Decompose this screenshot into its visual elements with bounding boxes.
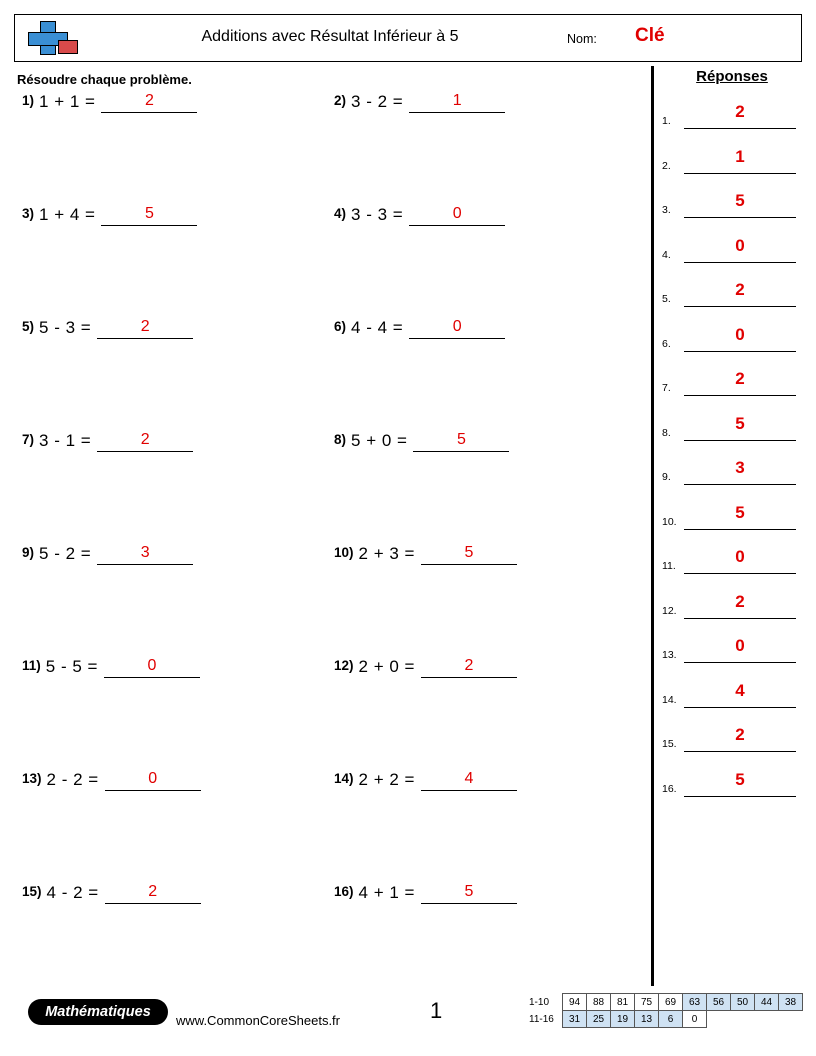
score-cell-empty — [707, 1011, 731, 1028]
problem-number: 10) — [334, 545, 354, 560]
problem-answer[interactable]: 2 — [421, 657, 517, 678]
answer-value[interactable]: 5 — [684, 409, 796, 441]
problem-row — [14, 657, 644, 770]
problem-expression: 5 - 5 = — [45, 657, 98, 676]
answer-row — [662, 720, 802, 765]
problem-row — [14, 431, 644, 544]
answer-index: 3. — [662, 204, 671, 216]
answer-index: 15. — [662, 738, 677, 750]
score-row-1 — [528, 994, 803, 1011]
score-cell: 88 — [587, 994, 611, 1011]
site-url: www.CommonCoreSheets.fr — [176, 1013, 340, 1028]
instruction-text: Résoudre chaque problème. — [17, 72, 192, 87]
problem-answer[interactable]: 2 — [97, 431, 193, 452]
page-title: Additions avec Résultat Inférieur à 5 — [201, 28, 459, 45]
score-table — [528, 993, 803, 1028]
red-square — [58, 40, 78, 54]
plus-blocks-icon — [26, 21, 80, 55]
problem-expression: 5 + 0 = — [351, 431, 408, 450]
problem-expression: 2 - 2 = — [46, 770, 99, 789]
answer-index: 5. — [662, 293, 671, 305]
problem-row — [14, 318, 644, 431]
problem-expression: 4 - 2 = — [46, 883, 99, 902]
answer-index: 12. — [662, 604, 677, 617]
answer-row — [662, 186, 802, 231]
problem-row — [14, 544, 644, 657]
problem-answer[interactable]: 5 — [413, 431, 509, 452]
problems-grid — [14, 92, 644, 996]
score-cell: 31 — [563, 1011, 587, 1028]
problem-expression: 4 + 1 = — [358, 883, 415, 902]
answer-index: 14. — [662, 693, 677, 706]
score-cell: 94 — [563, 994, 587, 1011]
problem-answer[interactable]: 0 — [409, 205, 505, 226]
problem-number: 6) — [334, 319, 347, 334]
answer-index: 11. — [662, 560, 676, 572]
problem-number: 16) — [334, 884, 354, 899]
answer-value[interactable]: 5 — [684, 765, 796, 797]
answer-row — [662, 142, 802, 187]
answer-index: 6. — [662, 337, 671, 350]
problem-16 — [334, 883, 517, 913]
answer-row — [662, 498, 802, 543]
vertical-divider — [651, 66, 654, 986]
answer-index: 10. — [662, 515, 677, 528]
problem-expression: 1 + 1 = — [39, 92, 96, 111]
score-cell: 13 — [635, 1011, 659, 1028]
problem-7 — [22, 431, 193, 461]
problem-answer[interactable]: 5 — [101, 205, 197, 226]
answer-row — [662, 97, 802, 142]
answer-value[interactable]: 2 — [684, 97, 796, 129]
problem-12 — [334, 657, 517, 687]
problem-answer[interactable]: 2 — [97, 318, 193, 339]
problem-4 — [334, 205, 505, 235]
problem-number: 2) — [334, 93, 347, 108]
page-number: 1 — [430, 998, 443, 1023]
answer-index: 8. — [662, 426, 671, 439]
problem-number: 9) — [22, 545, 35, 560]
score-cell: 19 — [611, 1011, 635, 1028]
problem-expression: 3 - 2 = — [351, 92, 404, 111]
score-cell: 0 — [683, 1011, 707, 1028]
answer-index: 1. — [662, 115, 671, 127]
name-value: Clé — [635, 25, 665, 46]
problem-11 — [22, 657, 200, 687]
score-cell-empty — [779, 1011, 803, 1028]
answer-value[interactable]: 3 — [684, 453, 796, 485]
answer-row — [662, 631, 802, 676]
score-row-2-label: 11-16 — [529, 1013, 554, 1025]
score-cell: 50 — [731, 994, 755, 1011]
score-cell: 25 — [587, 1011, 611, 1028]
answer-value[interactable]: 0 — [684, 320, 796, 352]
answer-row — [662, 676, 802, 721]
problem-9 — [22, 544, 193, 574]
problem-14 — [334, 770, 517, 800]
problem-answer[interactable]: 0 — [409, 318, 505, 339]
answer-index: 4. — [662, 248, 671, 261]
answer-row — [662, 542, 802, 587]
score-cell: 38 — [779, 994, 803, 1011]
problem-15 — [22, 883, 201, 913]
answer-value[interactable]: 0 — [684, 231, 796, 263]
score-cell: 44 — [755, 994, 779, 1011]
brand-badge: Mathématiques — [28, 999, 168, 1025]
score-cell: 56 — [707, 994, 731, 1011]
problem-row — [14, 205, 644, 318]
problem-number: 8) — [334, 432, 347, 447]
problem-number: 12) — [334, 658, 354, 673]
score-cell: 75 — [635, 994, 659, 1011]
answer-value[interactable]: 5 — [684, 498, 796, 530]
problem-3 — [22, 205, 197, 235]
answer-row — [662, 364, 802, 409]
answer-value[interactable]: 0 — [684, 542, 796, 574]
problem-expression: 3 - 3 = — [351, 205, 404, 224]
answer-key-panel — [662, 68, 802, 809]
problem-answer[interactable]: 3 — [97, 544, 193, 565]
problem-answer[interactable]: 2 — [105, 883, 201, 904]
problem-8 — [334, 431, 509, 461]
problem-number: 5) — [22, 319, 35, 334]
problem-answer[interactable]: 5 — [421, 883, 517, 904]
problem-expression: 4 - 4 = — [351, 318, 404, 337]
problem-number: 4) — [334, 206, 347, 221]
score-cell: 69 — [659, 994, 683, 1011]
problem-row — [14, 770, 644, 883]
problem-10 — [334, 544, 517, 574]
score-row-2 — [528, 1011, 803, 1028]
answer-row — [662, 320, 802, 365]
problem-number: 1) — [22, 93, 35, 108]
score-cell: 81 — [611, 994, 635, 1011]
score-cell-empty — [755, 1011, 779, 1028]
answer-row — [662, 275, 802, 320]
answer-index: 16. — [662, 782, 677, 795]
score-cell: 6 — [659, 1011, 683, 1028]
answer-value[interactable]: 4 — [684, 676, 796, 708]
answer-row — [662, 453, 802, 498]
problem-expression: 5 - 3 = — [39, 318, 92, 337]
problem-answer[interactable]: 1 — [409, 92, 505, 113]
problem-answer[interactable]: 2 — [101, 92, 197, 113]
score-cell-empty — [731, 1011, 755, 1028]
problem-expression: 2 + 3 = — [358, 544, 415, 563]
problem-number: 7) — [22, 432, 35, 447]
answer-index: 13. — [662, 649, 677, 661]
problem-row — [14, 92, 644, 205]
name-label: Nom: — [567, 32, 597, 46]
problem-expression: 2 + 2 = — [358, 770, 415, 789]
problem-6 — [334, 318, 505, 348]
problem-row — [14, 883, 644, 996]
answer-index: 9. — [662, 471, 671, 483]
problem-number: 3) — [22, 206, 35, 221]
answer-value[interactable]: 2 — [684, 720, 796, 752]
problem-5 — [22, 318, 193, 348]
answer-value[interactable]: 0 — [684, 631, 796, 663]
problem-1 — [22, 92, 197, 122]
problem-answer[interactable]: 4 — [421, 770, 517, 791]
problem-answer[interactable]: 0 — [104, 657, 200, 678]
problem-expression: 1 + 4 = — [39, 205, 96, 224]
answer-row — [662, 587, 802, 632]
answer-value[interactable]: 5 — [684, 186, 796, 218]
problem-13 — [22, 770, 201, 800]
problem-number: 13) — [22, 771, 42, 786]
answer-index: 7. — [662, 382, 671, 394]
problem-expression: 5 - 2 = — [39, 544, 92, 563]
answer-value[interactable]: 1 — [684, 142, 796, 174]
answer-value[interactable]: 2 — [684, 364, 796, 396]
answer-key-title: Réponses — [696, 68, 768, 85]
answer-row — [662, 231, 802, 276]
problem-answer[interactable]: 0 — [105, 770, 201, 791]
answer-value[interactable]: 2 — [684, 587, 796, 619]
problem-number: 11) — [22, 658, 41, 673]
answer-row — [662, 765, 802, 810]
problem-number: 14) — [334, 771, 354, 786]
problem-number: 15) — [22, 884, 42, 899]
score-cell: 63 — [683, 994, 707, 1011]
score-row-1-label: 1-10 — [529, 996, 550, 1008]
answer-row — [662, 409, 802, 454]
logo — [15, 15, 91, 61]
problem-expression: 3 - 1 = — [39, 431, 92, 450]
problem-2 — [334, 92, 505, 122]
problem-answer[interactable]: 5 — [421, 544, 517, 565]
problem-expression: 2 + 0 = — [358, 657, 415, 676]
answer-index: 2. — [662, 159, 671, 172]
header — [14, 14, 802, 62]
answer-value[interactable]: 2 — [684, 275, 796, 307]
